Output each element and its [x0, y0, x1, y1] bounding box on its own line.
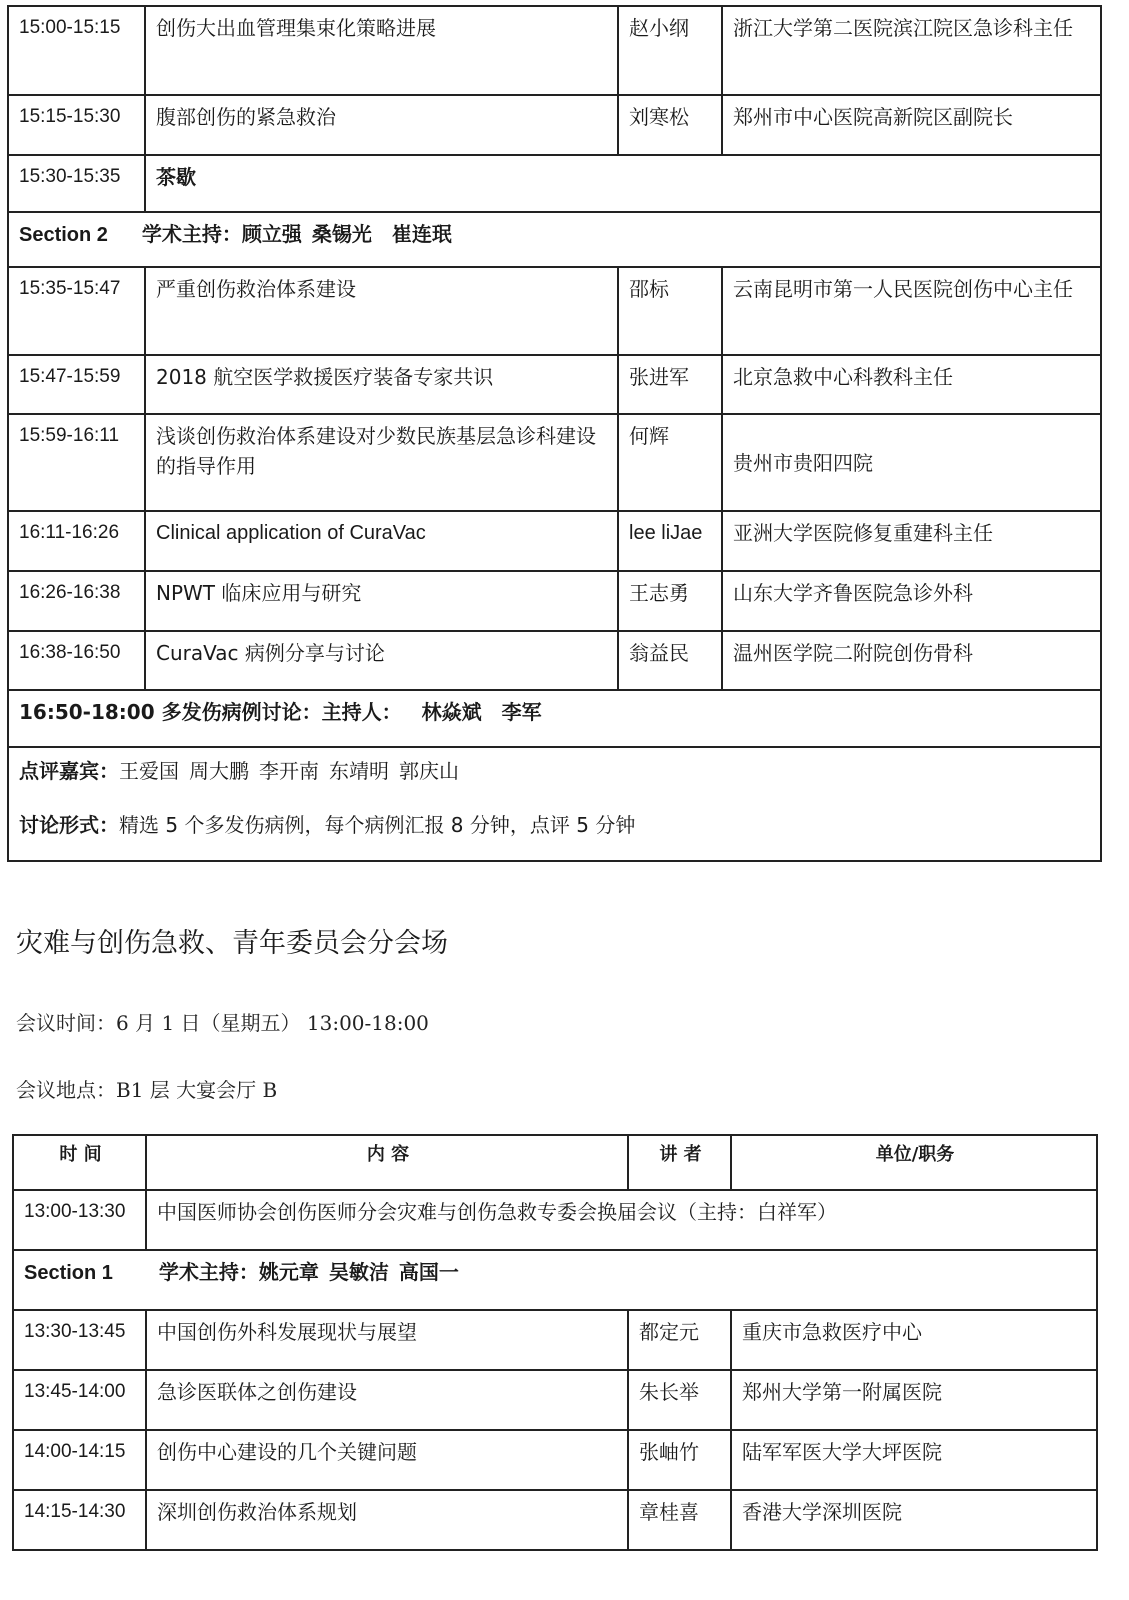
topic-cell: 急诊医联体之创伤建设 — [146, 1370, 628, 1430]
reviewer-name: 李开南 — [259, 759, 319, 783]
discussion-header — [8, 690, 1101, 747]
speaker-cell: 赵小纲 — [618, 6, 722, 95]
session-place-value: B1 层 大宴会厅 B — [116, 1078, 278, 1102]
time-cell: 13:30-13:45 — [13, 1310, 146, 1370]
time-cell: 15:59-16:11 — [8, 414, 145, 511]
topic-cell: 创伤中心建设的几个关键问题 — [146, 1430, 628, 1490]
affiliation-cell: 北京急救中心科教科主任 — [722, 355, 1101, 414]
topic-cell: 严重创伤救治体系建设 — [145, 267, 618, 355]
discussion-detail — [8, 747, 1101, 861]
table-row — [8, 511, 1101, 571]
section-label: Section 1 — [24, 1262, 113, 1284]
topic-cell: 腹部创伤的紧急救治 — [145, 95, 618, 155]
topic-cell: 创伤大出血管理集束化策略进展 — [145, 6, 618, 95]
time-cell: 16:38-16:50 — [8, 631, 145, 690]
affiliation-cell: 云南昆明市第一人民医院创伤中心主任 — [722, 267, 1101, 355]
section-header — [8, 212, 1101, 267]
topic-cell: Clinical application of CuraVac — [145, 511, 618, 571]
affiliation-cell: 郑州市中心医院高新院区副院长 — [722, 95, 1101, 155]
table-row — [13, 1370, 1097, 1430]
format-text: 精选 5 个多发伤病例，每个病例汇报 8 分钟，点评 5 分钟 — [119, 813, 636, 837]
discussion-row — [8, 690, 1101, 747]
host-name: 姚元章 — [258, 1260, 319, 1284]
host-label: 学术主持： — [141, 222, 242, 246]
host-name: 顾立强 — [241, 222, 302, 246]
topic-cell: 浅谈创伤救治体系建设对少数民族基层急诊科建设的指导作用 — [145, 414, 618, 511]
session-time-value: 6 月 1 日（星期五） 13:00-18:00 — [116, 1011, 429, 1035]
reviewer-name: 郭庆山 — [399, 759, 459, 783]
speaker-cell: 章桂喜 — [628, 1490, 731, 1550]
reviewers-line — [19, 756, 1092, 786]
speaker-cell: 王志勇 — [618, 571, 722, 631]
session-time-label: 会议时间： — [16, 1011, 116, 1035]
host-name: 高国一 — [398, 1260, 459, 1284]
topic-cell: NPWT 临床应用与研究 — [145, 571, 618, 631]
speaker-cell: 张进军 — [618, 355, 722, 414]
table-row — [13, 1430, 1097, 1490]
time-cell: 15:47-15:59 — [8, 355, 145, 414]
speaker-cell: 都定元 — [628, 1310, 731, 1370]
header-time: 时 间 — [13, 1135, 146, 1190]
speaker-cell: 朱长举 — [628, 1370, 731, 1430]
speaker-cell: 刘寒松 — [618, 95, 722, 155]
table-row — [8, 6, 1101, 95]
speaker-cell: 张岫竹 — [628, 1430, 731, 1490]
table-row — [8, 95, 1101, 155]
time-cell: 14:00-14:15 — [13, 1430, 146, 1490]
reviewer-name: 王爱国 — [119, 759, 179, 783]
time-cell: 16:26-16:38 — [8, 571, 145, 631]
affiliation-cell: 山东大学齐鲁医院急诊外科 — [722, 571, 1101, 631]
meeting-cell: 中国医师协会创伤医师分会灾难与创伤急救专委会换届会议（主持：白祥军） — [146, 1190, 1097, 1250]
time-cell: 15:00-15:15 — [8, 6, 145, 95]
affiliation-cell: 郑州大学第一附属医院 — [731, 1370, 1097, 1430]
break-cell: 茶歇 — [145, 155, 1101, 212]
table-row — [8, 355, 1101, 414]
session-place-label: 会议地点： — [16, 1078, 116, 1102]
affiliation-cell: 温州医学院二附院创伤骨科 — [722, 631, 1101, 690]
section-row — [8, 212, 1101, 267]
session-time — [16, 1009, 429, 1037]
affiliation-cell: 重庆市急救医疗中心 — [731, 1310, 1097, 1370]
reviewer-name: 东靖明 — [329, 759, 389, 783]
table-row — [8, 267, 1101, 355]
affiliation-cell: 亚洲大学医院修复重建科主任 — [722, 511, 1101, 571]
header-speaker: 讲 者 — [628, 1135, 731, 1190]
table-row — [8, 414, 1101, 511]
speaker-cell: 何辉 — [618, 414, 722, 511]
host-name: 林焱斌 — [421, 700, 482, 724]
speaker-cell: lee liJae — [618, 511, 722, 571]
host-label: 学术主持： — [158, 1260, 259, 1284]
topic-cell: 深圳创伤救治体系规划 — [146, 1490, 628, 1550]
time-cell: 15:30-15:35 — [8, 155, 145, 212]
schedule-table-1 — [7, 5, 1102, 862]
discussion-title: 16:50-18:00 多发伤病例讨论：主持人： — [19, 700, 402, 724]
time-cell: 15:15-15:30 — [8, 95, 145, 155]
affiliation-cell: 陆军军医大学大坪医院 — [731, 1430, 1097, 1490]
affiliation-cell: 香港大学深圳医院 — [731, 1490, 1097, 1550]
header-affiliation: 单位/职务 — [731, 1135, 1097, 1190]
table-header-row — [13, 1135, 1097, 1190]
topic-cell: 中国创伤外科发展现状与展望 — [146, 1310, 628, 1370]
host-name: 吴敏洁 — [328, 1260, 389, 1284]
time-cell: 16:11-16:26 — [8, 511, 145, 571]
host-name: 桑锡光 — [311, 222, 372, 246]
table-row — [13, 1490, 1097, 1550]
table-row — [13, 1190, 1097, 1250]
reviewers-label: 点评嘉宾： — [19, 759, 119, 783]
reviewer-name: 周大鹏 — [189, 759, 249, 783]
host-name: 崔连珉 — [391, 222, 452, 246]
topic-cell: CuraVac 病例分享与讨论 — [145, 631, 618, 690]
speaker-cell: 邵标 — [618, 267, 722, 355]
table-row — [8, 631, 1101, 690]
table-row — [13, 1310, 1097, 1370]
format-label: 讨论形式： — [19, 813, 119, 837]
table-row — [8, 571, 1101, 631]
affiliation-cell: 浙江大学第二医院滨江院区急诊科主任 — [722, 6, 1101, 95]
schedule-table-2 — [12, 1134, 1098, 1551]
speaker-cell: 翁益民 — [618, 631, 722, 690]
section-header — [13, 1250, 1097, 1310]
table-row — [8, 155, 1101, 212]
time-cell: 14:15-14:30 — [13, 1490, 146, 1550]
discussion-detail-row — [8, 747, 1101, 861]
session-place — [16, 1076, 277, 1104]
time-cell: 13:45-14:00 — [13, 1370, 146, 1430]
section-row — [13, 1250, 1097, 1310]
format-line — [19, 810, 1092, 840]
host-name: 李军 — [501, 700, 542, 724]
affiliation-cell: 贵州市贵阳四院 — [722, 414, 1101, 511]
header-content: 内 容 — [146, 1135, 628, 1190]
section-label: Section 2 — [19, 224, 108, 246]
topic-cell: 2018 航空医学救援医疗装备专家共识 — [145, 355, 618, 414]
time-cell: 13:00-13:30 — [13, 1190, 146, 1250]
session-title: 灾难与创伤急救、青年委员会分会场 — [16, 928, 448, 959]
time-cell: 15:35-15:47 — [8, 267, 145, 355]
